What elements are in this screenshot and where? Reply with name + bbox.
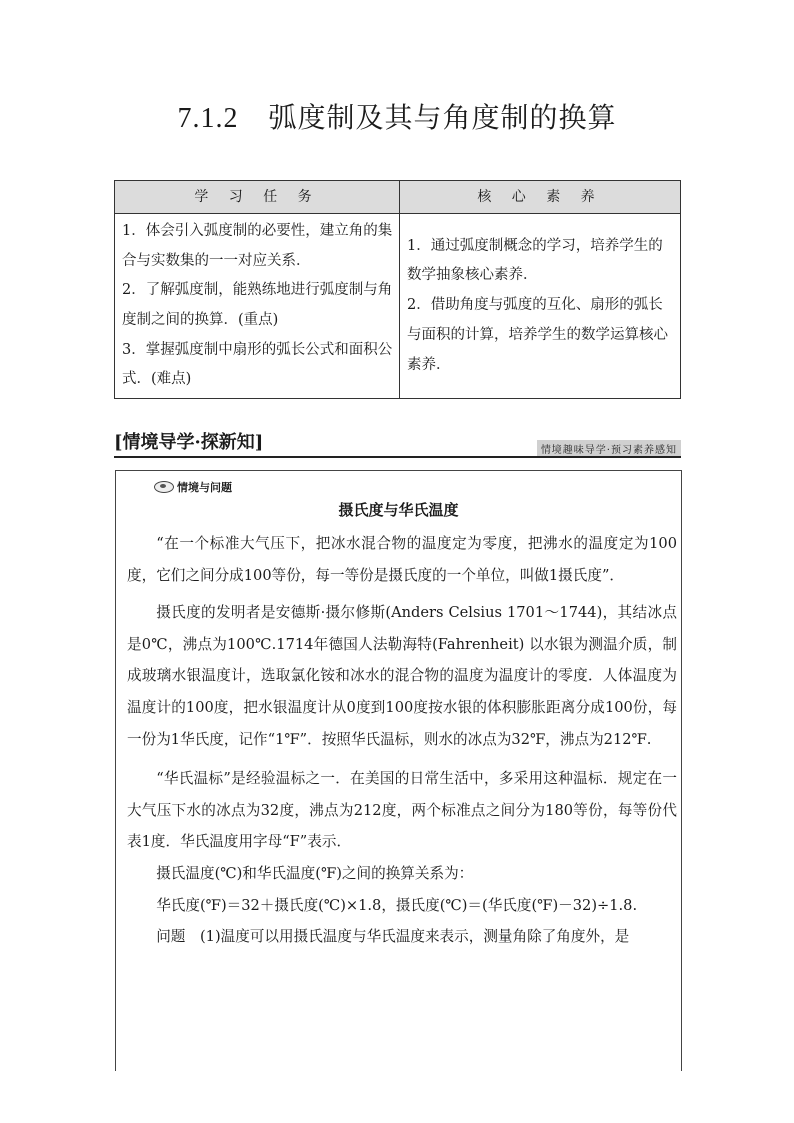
paragraph: 问题 (1)温度可以用摄氏温度与华氏温度来表示，测量角除了角度外，是 xyxy=(156,928,630,946)
paragraph: 摄氏温度(℃)和华氏温度(℉)之间的换算关系为： xyxy=(156,864,474,882)
section-tag: 情境趣味导学·预习素养感知 xyxy=(537,440,681,457)
section-heading: [情境导学·探新知] xyxy=(114,432,264,453)
section-number: 7.1.2 xyxy=(177,103,239,134)
eye-icon xyxy=(154,481,174,493)
paragraph: “华氏温标”是经验温标之一．在美国的日常生活中，多采用这种温标．规定在一大气压下水的冰点为32度，沸点为212度，两个标准点之间分为180等份，每等份代表1度．华氏温度用字母“F”表示． xyxy=(127,770,677,851)
context-title: 摄氏度与华氏温度 xyxy=(338,501,459,519)
badge-label: 情境与问题 xyxy=(177,481,232,494)
section-header xyxy=(114,428,681,458)
context-badge xyxy=(154,479,232,495)
task-item: 2．了解弧度制，能熟练地进行弧度制与角度制之间的换算．(重点) xyxy=(122,282,393,328)
page-title xyxy=(0,96,794,136)
core-literacy-cell xyxy=(400,214,681,399)
header-learning-tasks: 学 习 任 务 xyxy=(115,181,400,214)
paragraph: 摄氏度的发明者是安德斯·摄尔修斯(Anders Celsius 1701～1744)，其结冰点是0℃，沸点为100℃.1714年德国人法勒海特(Fahrenheit) 以水银为测温介质，制成玻璃水银温度计，选取氯化铵和冰水的混合物的温度为温度计的零度．人体温度为温度计的100度，把水银温度计从0度到100度按水银的体积膨胀距离分成100份，每一份为1华氏度，记作“1℉”．按照华氏温标，则水的冰点为32℉，沸点为212℉. xyxy=(127,604,677,748)
context-body xyxy=(127,528,677,953)
section-title: 弧度制及其与角度制的换算 xyxy=(268,101,617,134)
context-box xyxy=(115,470,682,1071)
literacy-item: 2．借助角度与弧度的互化、扇形的弧长与面积的计算，培养学生的数学运算核心素养． xyxy=(407,297,668,373)
section-divider xyxy=(114,456,681,458)
learning-tasks-cell xyxy=(115,214,400,399)
paragraph: 华氏度(℉)＝32＋摄氏度(℃)×1.8，摄氏度(℃)＝(华氏度(℉)－32)÷1.8. xyxy=(156,896,638,914)
paragraph: “在一个标准大气压下，把冰水混合物的温度定为零度，把沸水的温度定为100度，它们之间分成100等份，每一等份是摄氏度的一个单位，叫做1摄氏度”． xyxy=(127,535,677,584)
header-core-literacy: 核 心 素 养 xyxy=(400,181,681,214)
goals-table xyxy=(114,180,681,399)
task-item: 3．掌握弧度制中扇形的弧长公式和面积公式．(难点) xyxy=(122,341,393,388)
literacy-item: 1．通过弧度制概念的学习，培养学生的数学抽象核心素养． xyxy=(407,237,663,284)
task-item: 1．体会引入弧度制的必要性，建立角的集合与实数集的一一对应关系． xyxy=(122,222,393,269)
